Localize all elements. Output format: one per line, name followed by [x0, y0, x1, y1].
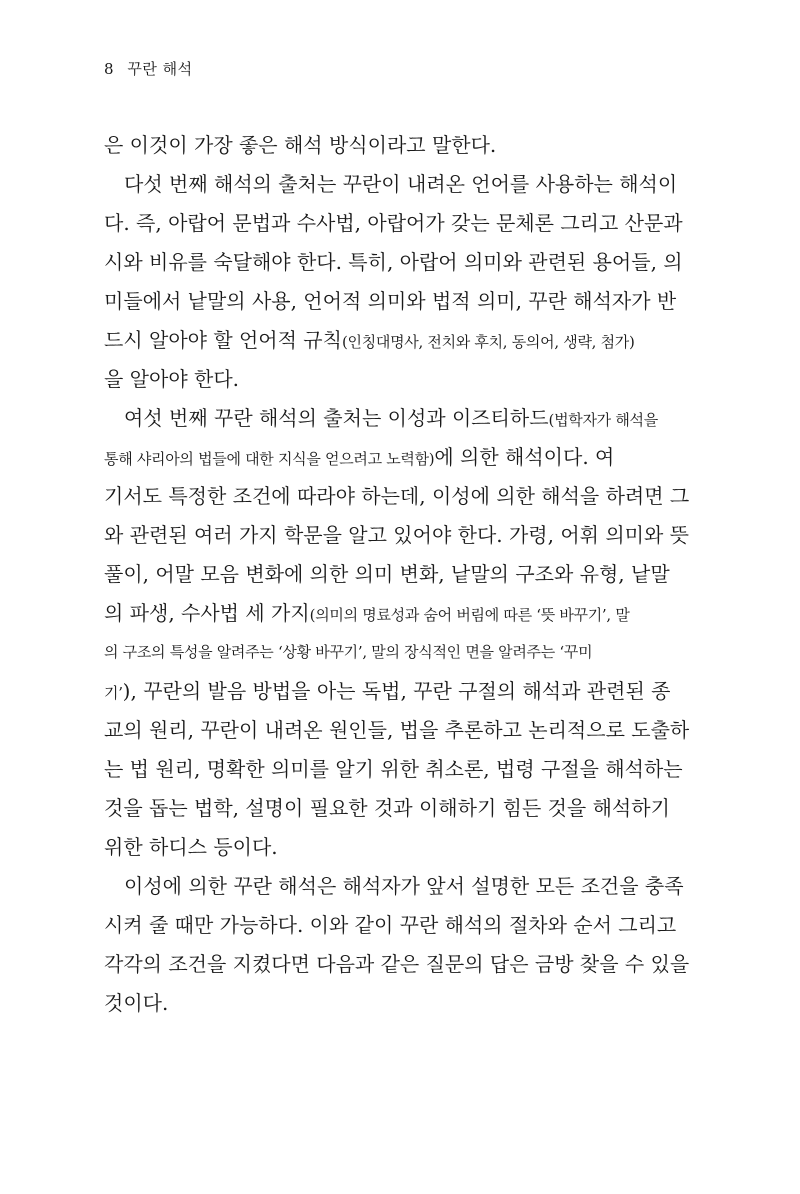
parenthetical-note: (의미의 명료성과 숨어 버림에 따른 ‘뜻 바꾸기’, 말: [309, 606, 630, 624]
text-line: [104, 750, 696, 789]
text-line: [104, 711, 696, 750]
line-text: 위한 하디스 등이다.: [104, 835, 278, 859]
text-line: [104, 555, 696, 594]
body-text: [104, 126, 696, 1023]
line-text: 은 이것이 가장 좋은 해석 방식이라고 말한다.: [104, 133, 497, 157]
text-line: [104, 243, 696, 282]
parenthetical-note: 의 구조의 특성을 알려주는 ‘상황 바꾸기’, 말의 장식적인 면을 알려주는 ‘꾸미: [104, 643, 593, 661]
text-line: [104, 360, 696, 399]
line-text: 풀이, 어말 모음 변화에 의한 의미 변화, 낱말의 구조와 유형, 낱말: [104, 562, 670, 586]
parenthetical-note: 통해 샤리아의 법들에 대한 지식을 얻으려고 노력함): [104, 450, 435, 468]
line-text: 다섯 번째 해석의 출처는 꾸란이 내려온 언어를 사용하는 해석이: [124, 172, 678, 196]
parenthetical-note: 기’: [104, 684, 123, 702]
text-line: [104, 282, 696, 321]
page-number: 8: [104, 60, 115, 78]
text-line: [104, 477, 696, 516]
running-header: [104, 58, 193, 79]
line-text: 이성에 의한 꾸란 해석은 해석자가 앞서 설명한 모든 조건을 충족: [124, 874, 684, 898]
parenthetical-note: (법학자가 해석을: [548, 411, 658, 429]
line-text: 미들에서 낱말의 사용, 언어적 의미와 법적 의미, 꾸란 해석자가 반: [104, 289, 677, 313]
text-line: [104, 867, 696, 906]
text-line: [104, 438, 696, 477]
line-text: 시와 비유를 숙달해야 한다. 특히, 아랍어 의미와 관련된 용어들, 의: [104, 250, 683, 274]
line-text: 시켜 줄 때만 가능하다. 이와 같이 꾸란 해석의 절차와 순서 그리고: [104, 913, 677, 937]
text-line: [104, 789, 696, 828]
text-line: [104, 672, 696, 711]
parenthetical-note: (인칭대명사, 전치와 후치, 동의어, 생략, 첨가): [341, 333, 635, 351]
line-text: 다. 즉, 아랍어 문법과 수사법, 아랍어가 갖는 문체론 그리고 산문과: [104, 211, 683, 235]
line-text: 기서도 특정한 조건에 따라야 하는데, 이성에 의한 해석을 하려면 그: [104, 484, 690, 508]
line-text: 의 파생, 수사법 세 가지: [104, 601, 310, 625]
text-line: [104, 594, 696, 633]
text-line: [104, 906, 696, 945]
line-text: 것을 돕는 법학, 설명이 필요한 것과 이해하기 힘든 것을 해석하기: [104, 796, 670, 820]
text-line: [104, 165, 696, 204]
line-text: 을 알아야 한다.: [104, 367, 239, 391]
line-text: 여섯 번째 꾸란 해석의 출처는 이성과 이즈티하드: [124, 406, 549, 430]
line-text: 것이다.: [104, 991, 169, 1015]
text-line: [104, 126, 696, 165]
text-line: [104, 399, 696, 438]
line-text: 와 관련된 여러 가지 학문을 알고 있어야 한다. 가령, 어휘 의미와 뜻: [104, 523, 689, 547]
line-text: 각각의 조건을 지켰다면 다음과 같은 질문의 답은 금방 찾을 수 있을: [104, 952, 690, 976]
text-line: [104, 945, 696, 984]
line-text: 에 의한 해석이다. 여: [434, 445, 615, 469]
text-line: [104, 828, 696, 867]
line-text: 드시 알아야 할 언어적 규칙: [104, 328, 342, 352]
line-text: 교의 원리, 꾸란이 내려온 원인들, 법을 추론하고 논리적으로 도출하: [104, 718, 690, 742]
line-text: ), 꾸란의 발음 방법을 아는 독법, 꾸란 구절의 해석과 관련된 종: [122, 679, 671, 703]
text-line: [104, 633, 696, 672]
running-title: 꾸란 해석: [127, 60, 193, 78]
text-line: [104, 984, 696, 1023]
line-text: 는 법 원리, 명확한 의미를 알기 위한 취소론, 법령 구절을 해석하는: [104, 757, 683, 781]
text-line: [104, 321, 696, 360]
text-line: [104, 516, 696, 555]
text-line: [104, 204, 696, 243]
